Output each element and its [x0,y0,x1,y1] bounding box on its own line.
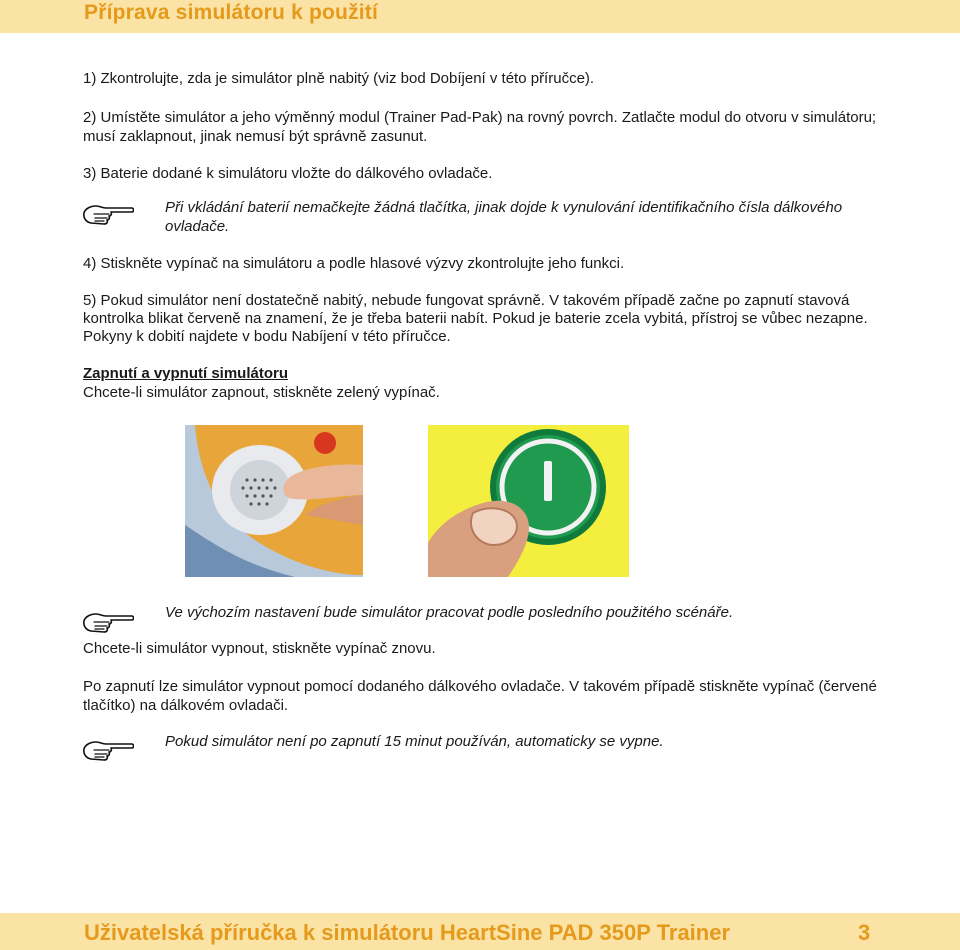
note-batteries: Při vkládání baterií nemačkejte žádná tlačítka, jinak dojde k vynulování identifikačního čísla dálkového ovladače. [165,199,843,235]
power-section [83,364,883,402]
remote-off-instruction: Po zapnutí lze simulátor vypnout pomocí dodaného dálkového ovladače. V takovém případě stiskněte vypínač (červené tlačítko) na dálkovém ovladači. [83,678,877,714]
note-auto-off: Pokud simulátor není po zapnutí 15 minut používán, automaticky se vypne. [165,733,664,750]
step-1: 1) Zkontrolujte, zda je simulátor plně nabitý (viz bod Dobíjení v této příručce). [83,70,595,87]
turn-on-instruction: Chcete-li simulátor zapnout, stiskněte zelený vypínač. [83,384,440,401]
power-button-photo [428,425,629,577]
pointing-hand-icon [82,608,134,634]
turn-off-instruction: Chcete-li simulátor vypnout, stiskněte vypínač znovu. [83,640,436,657]
page-title: Příprava simulátoru k použití [84,1,379,24]
step-4: 4) Stiskněte vypínač na simulátoru a podle hlasové výzvy zkontrolujte jeho funkci. [83,255,625,272]
device-photo [185,425,363,577]
note-default-scenario: Ve výchozím nastavení bude simulátor pracovat podle posledního použitého scénáře. [165,604,734,621]
step-5: 5) Pokud simulátor není dostatečně nabitý, nebude fungovat správně. V takovém případě začne po zapnutí stavová kontrolka blikat červeně na znamení, že je třeba baterii nabít. Pokud je baterie zcela vybitá, přístroj se vůbec nezapne. Pokyny k dobití najdete v bodu Nabíjení v této příručce. [83,292,868,345]
pointing-hand-icon [82,200,134,226]
power-section-heading: Zapnutí a vypnutí simulátoru [83,365,289,382]
step-3: 3) Baterie dodané k simulátoru vložte do dálkového ovladače. [83,165,493,182]
step-2: 2) Umístěte simulátor a jeho výměnný modul (Trainer Pad-Pak) na rovný povrch. Zatlačte modul do otvoru v simulátoru; musí zaklapnout, jinak nemusí být správně zasunut. [83,109,877,145]
pointing-hand-icon [82,736,134,762]
footer-title: Uživatelská příručka k simulátoru HeartSine PAD 350P Trainer [84,920,731,945]
page-number: 3 [858,920,871,945]
